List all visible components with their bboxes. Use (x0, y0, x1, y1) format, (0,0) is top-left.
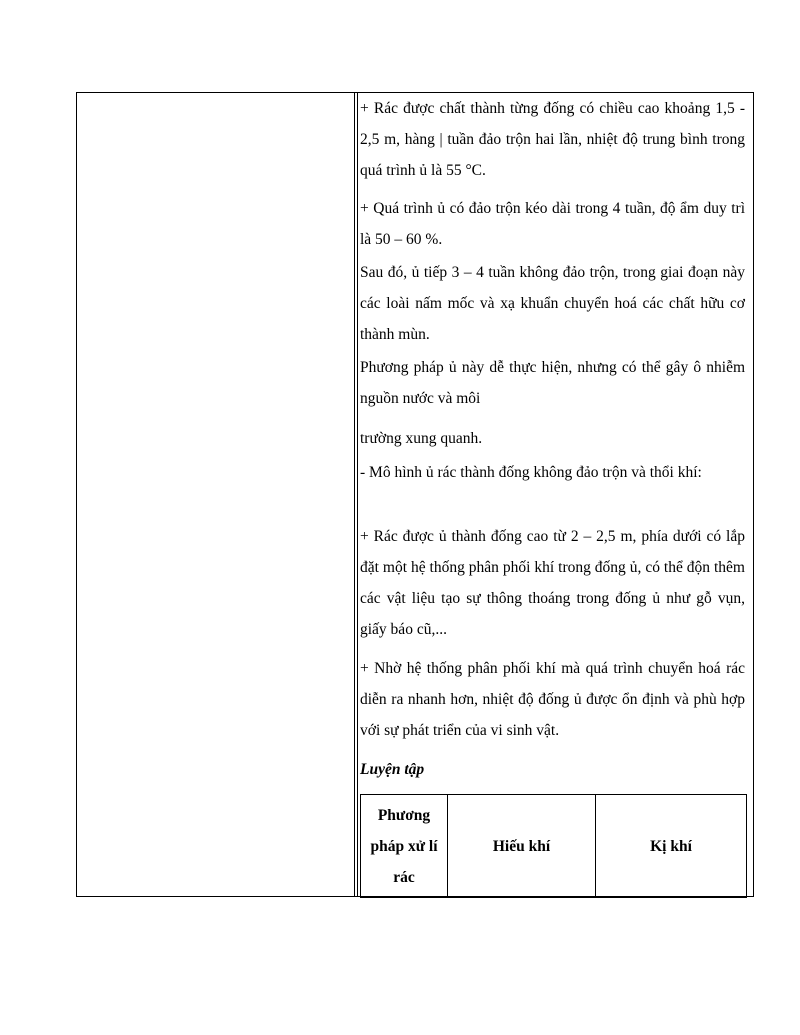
content-column (360, 93, 745, 896)
practice-heading: Luyện tập (360, 761, 425, 778)
paragraph-aerated-heap: + Rác được ủ thành đống cao từ 2 – 2,5 m, phía dưới có lắp đặt một hệ thống phân phối khí trong đống ủ, có thể độn thêm các vật liệu tạo sự thông thoáng trong đống ủ như gỗ vụn, giấy báo cũ,... (360, 528, 745, 638)
header-anaerobic: Kị khí (596, 795, 747, 898)
paragraph-pros-cons-cont: trường xung quanh. (360, 430, 483, 447)
paragraph-maturation: Sau đó, ủ tiếp 3 – 4 tuần không đảo trộn, trong giai đoạn này các loài nấm mốc và xạ khuẩn chuyển hoá các chất hữu cơ thành mùn. (360, 264, 745, 343)
paragraph-turning-duration: + Quá trình ủ có đảo trộn kéo dài trong 4 tuần, độ ẩm duy trì là 50 – 60 %. (360, 200, 745, 248)
paragraph-heap-compost: + Rác được chất thành từng đống có chiều cao khoảng 1,5 - 2,5 m, hàng | tuần đảo trộn hai lần, nhiệt độ trung bình trong quá trình ủ là 55 °C. (360, 100, 745, 179)
table-header-row (361, 795, 747, 898)
paragraph-aerated-model: - Mô hình ủ rác thành đống không đảo trộn và thổi khí: (360, 464, 702, 481)
practice-table (360, 794, 747, 898)
paragraph-aeration-benefit: + Nhờ hệ thống phân phối khí mà quá trình chuyển hoá rác diễn ra nhanh hơn, nhiệt độ đống ủ được ổn định và phù hợp với sự phát triển của vi sinh vật. (360, 660, 745, 739)
activity-column (77, 93, 355, 896)
column-divider (354, 93, 358, 896)
paragraph-pros-cons: Phương pháp ủ này dễ thực hiện, nhưng có thể gây ô nhiễm nguồn nước và môi (360, 359, 745, 407)
header-method: Phương pháp xử lí rác (361, 795, 448, 898)
header-aerobic: Hiếu khí (448, 795, 596, 898)
lesson-table (76, 92, 754, 897)
